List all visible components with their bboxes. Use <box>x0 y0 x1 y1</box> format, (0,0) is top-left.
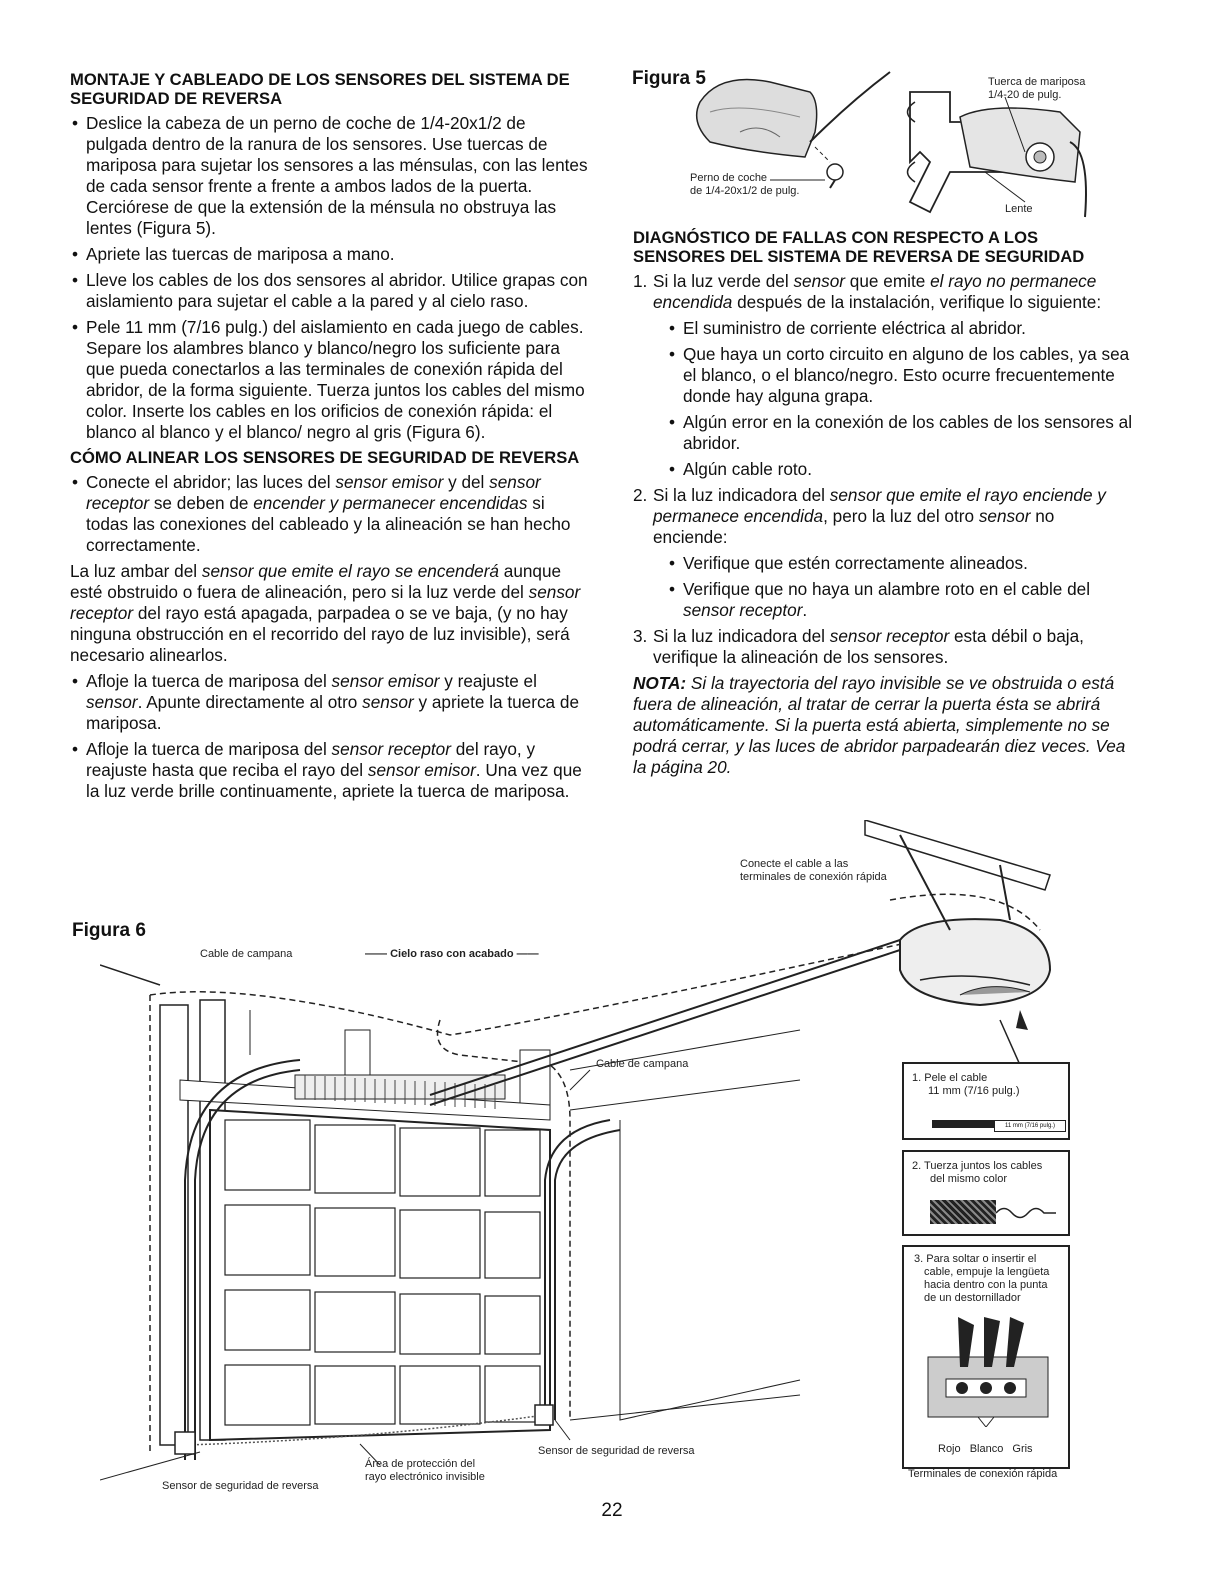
list-item: • Lleve los cables de los dos sensores al abridor. Utilice grapas con aislamiento para sujetar el cable a la pared y al cielo raso. <box>70 270 590 312</box>
heading-align: CÓMO ALINEAR LOS SENSORES DE SEGURIDAD DE REVERSA <box>70 448 580 467</box>
fig5-bolt-label: Perno de coche de 1/4-20x1/2 de pulg. <box>690 172 800 197</box>
label-rojo: Rojo <box>938 1443 961 1455</box>
list-item: • Deslice la cabeza de un perno de coche de 1/4-20x1/2 de pulgada dentro de la ranura de los sensores. Use tuercas de mariposa para sujetar los sensores a las ménsulas, con las lentes de cada sensor frente a frente a ambos lados de la puerta. Cerciórese de que la extensión de la ménsula no obstruya las lentes (Figura 5). <box>70 113 590 239</box>
step-2-box: 2. Tuerza juntos los cables del mismo color <box>902 1150 1070 1236</box>
troubleshooting-list <box>633 271 1133 668</box>
fig6-sensor-right-label: Sensor de seguridad de reversa <box>538 1445 695 1457</box>
fig6-ceiling-label: ―― Cielo raso con acabado ―― <box>365 948 539 960</box>
align-list <box>70 472 590 556</box>
fig6-bell-wire-label-2: Cable de campana <box>596 1058 689 1070</box>
list-item: • Verifique que estén correctamente alineados. <box>667 553 1133 574</box>
step-1-box: 1. Pele el cable 11 mm (7/16 pulg.) 11 mm (7/16 pulg.) <box>902 1062 1070 1140</box>
wire-stripped-icon <box>932 1120 994 1128</box>
fig6-sensor-left-label: Sensor de seguridad de reversa <box>162 1480 319 1492</box>
step-3-box: 3. Para soltar o insertir el cable, empuje la lengüeta hacia dentro con la punta de un destornillador Rojo Blanco Gris <box>902 1245 1070 1469</box>
list-item: • Algún error en la conexión de los cables de los sensores al abridor. <box>667 412 1133 454</box>
list-item: • Conecte el abridor; las luces del sensor emisor y del sensor receptor se deben de encender y permanecer encendidas si todas las conexiones del cableado y la alineación se han hecho correctamente. <box>70 472 590 556</box>
list-item: • Afloje la tuerca de mariposa del sensor receptor del rayo, y reajuste hasta que reciba el rayo del sensor emisor. Una vez que la luz verde brille continuamente, apriete la tuerca de mariposa. <box>70 739 590 802</box>
list-item: 1. Si la luz verde del sensor que emite el rayo no permanece encendida después de la instalación, verifique lo siguiente: • El suministro de corriente eléctrica al abridor. • Que haya un corto circuito en alguno de los cables, ya sea el blanco, o el blanco/negro. Esto ocurre frecuentemente donde hay alguna grapa. • Algún error en la conexión de los cables de los sensores al abridor. • Algún cable roto. <box>633 271 1133 480</box>
fig5-lens-label: Lente <box>1005 203 1033 215</box>
sub-list <box>653 553 1133 621</box>
twist-icon <box>996 1204 1056 1222</box>
right-column <box>633 228 1133 783</box>
nota-paragraph: NOTA: Si la trayectoria del rayo invisible se ve obstruida o está fuera de alineación, al tratar de cerrar la puerta ésta se abrirá automáticamente. Si la puerta está abierta, simplemente no se podrá cerrar, y las luces de abridor parpadearán diez veces. Vea la página 20. <box>633 673 1126 777</box>
twisted-wire-icon <box>930 1200 996 1224</box>
fig5-nut-label: Tuerca de mariposa 1/4-20 de pulg. <box>988 76 1086 101</box>
figure-6-label: Figura 6 <box>72 920 146 941</box>
fig6-terminals-label: Terminales de conexión rápida <box>908 1468 1058 1480</box>
list-item: • El suministro de corriente eléctrica al abridor. <box>667 318 1133 339</box>
list-item: • Verifique que no haya un alambre roto en el cable del sensor receptor. <box>667 579 1133 621</box>
left-column <box>70 70 590 807</box>
list-item: 3. Si la luz indicadora del sensor receptor esta débil o baja, verifique la alineación de los sensores. <box>633 626 1133 668</box>
list-item: • Apriete las tuercas de mariposa a mano. <box>70 244 590 265</box>
label-gris: Gris <box>1012 1443 1033 1455</box>
page-number: 22 <box>601 1500 623 1521</box>
list-item: • Que haya un corto circuito en alguno de los cables, ya sea el blanco, o el blanco/negro. Esto ocurre frecuentemente donde hay alguna grapa. <box>667 344 1133 407</box>
heading-mounting: MONTAJE Y CABLEADO DE LOS SENSORES DEL SISTEMA DE SEGURIDAD DE REVERSA <box>70 70 570 108</box>
figure-5-label: Figura 5 <box>632 68 706 89</box>
list-item: • Pele 11 mm (7/16 pulg.) del aislamiento en cada juego de cables. Separe los alambres blanco y blanco/negro los suficiente para que pueda conectarlos a las terminales de conexión rápida del abridor, de la forma siguiente. Tuerza juntos los cables del mismo color. Inserte los cables en los orificios de conexión rápida: el blanco al blanco y el blanco/ negro al gris (Figura 6). <box>70 317 590 443</box>
fig6-connect-label: Conecte el cable a las terminales de conexión rápida <box>740 858 887 883</box>
fig6-bell-wire-label: Cable de campana <box>200 948 293 960</box>
list-item: • Algún cable roto. <box>667 459 1133 480</box>
sub-list <box>653 318 1133 480</box>
list-item: 2. Si la luz indicadora del sensor que emite el rayo enciende y permanece encendida, pero la luz del otro sensor no enciende: • Verifique que estén correctamente alineados. • Verifique que no haya un alambre roto en el cable del sensor receptor. <box>633 485 1133 621</box>
list-item: • Afloje la tuerca de mariposa del sensor emisor y reajuste el sensor. Apunte directamente al otro sensor y apriete la tuerca de mariposa. <box>70 671 590 734</box>
mounting-list <box>70 113 590 443</box>
heading-troubleshooting: DIAGNÓSTICO DE FALLAS CON RESPECTO A LOS SENSORES DEL SISTEMA DE REVERSA DE SEGURIDAD <box>633 228 1085 266</box>
align-paragraph: La luz ambar del sensor que emite el rayo se encenderá aunque esté obstruido o fuera de alineación, pero si la luz verde del sensor receptor del rayo está apagada, parpadea o se ve baja, (y no hay ninguna obstrucción en el recorrido del rayo de luz invisible), será necesario alinearlos. <box>70 561 581 665</box>
terminal-block-icon <box>918 1317 1058 1427</box>
adjust-list <box>70 671 590 802</box>
label-blanco: Blanco <box>969 1443 1004 1455</box>
fig6-area-label: Área de protección del rayo electrónico invisible <box>365 1458 485 1483</box>
